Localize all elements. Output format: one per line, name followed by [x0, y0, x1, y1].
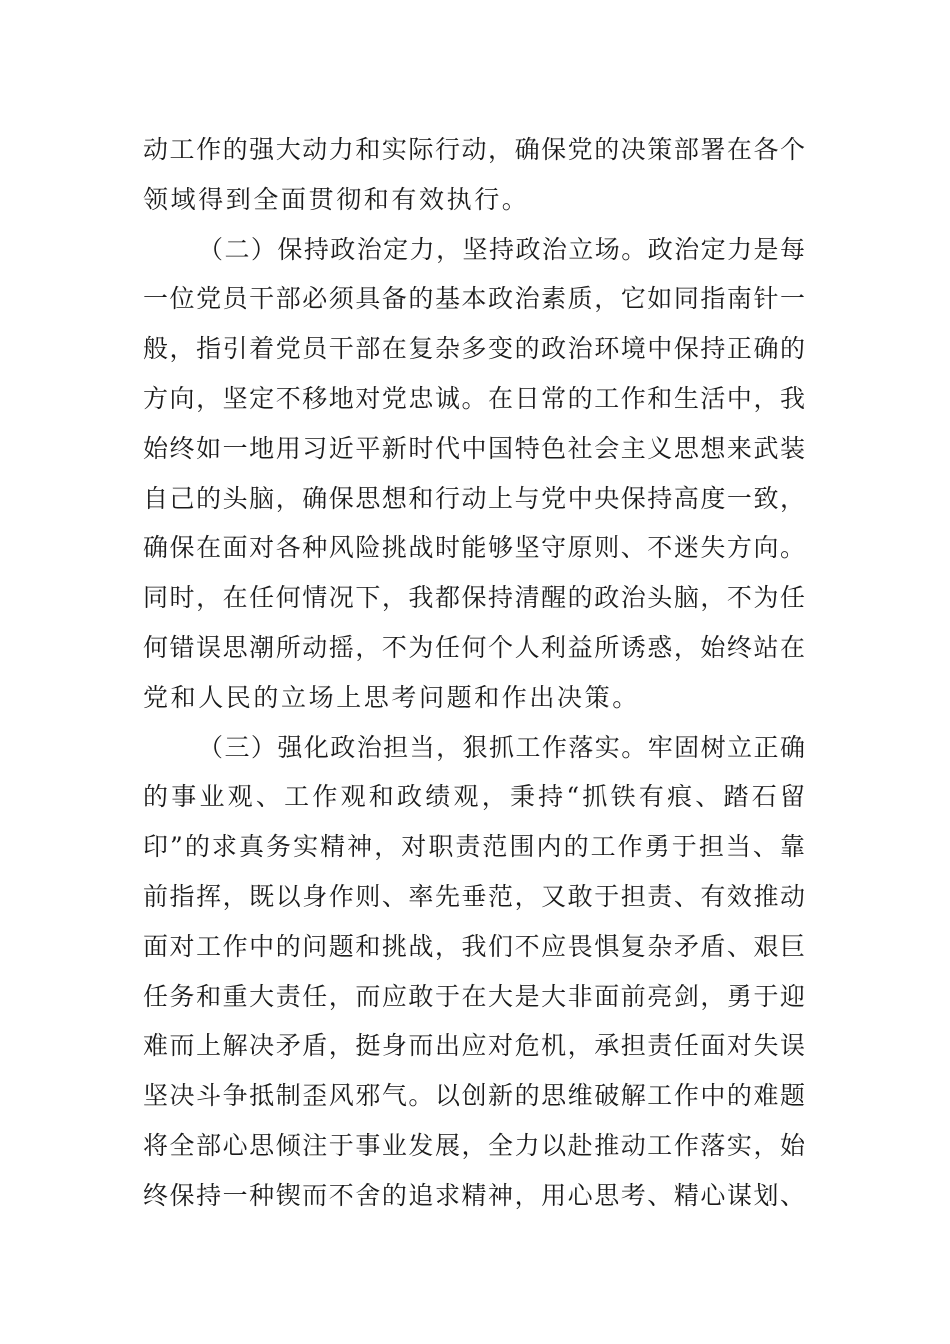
text-line: 领域得到全面贯彻和有效执行。: [143, 184, 530, 214]
paragraph-continuation: [143, 125, 805, 225]
paragraph-section-3: [143, 723, 805, 1221]
text-line: 方向，坚定不移地对党忠诚。在日常的工作和生活中，我: [143, 383, 805, 413]
text-line: 的事业观、工作观和政绩观，秉持“抓铁有痕、踏石留: [143, 782, 805, 812]
text-line: 将全部心思倾注于事业发展，全力以赴推动工作落实，始: [143, 1130, 805, 1160]
text-line: 一位党员干部必须具备的基本政治素质，它如同指南针一: [143, 284, 805, 314]
text-line: 党和人民的立场上思考问题和作出决策。: [143, 682, 640, 712]
text-line: 确保在面对各种风险挑战时能够坚守原则、不迷失方向。: [143, 533, 805, 563]
text-line: 始终如一地用习近平新时代中国特色社会主义思想来武装: [143, 433, 805, 463]
text-line: 前指挥，既以身作则、率先垂范，又敢于担责、有效推动: [143, 881, 805, 911]
document-page: [143, 125, 805, 1221]
text-line: 印”的求真务实精神，对职责范围内的工作勇于担当、靠: [143, 832, 805, 862]
text-line: 难而上解决矛盾，挺身而出应对危机，承担责任面对失误: [143, 1031, 805, 1061]
text-line: 般，指引着党员干部在复杂多变的政治环境中保持正确的: [143, 334, 805, 364]
text-line: 面对工作中的问题和挑战，我们不应畏惧复杂矛盾、艰巨: [143, 931, 805, 961]
text-line: 同时，在任何情况下，我都保持清醒的政治头脑，不为任: [143, 583, 805, 613]
text-line: 坚决斗争抵制歪风邪气。以创新的思维破解工作中的难题: [143, 1081, 805, 1111]
text-line: 自己的头脑，确保思想和行动上与党中央保持高度一致，: [143, 483, 805, 513]
text-line: 何错误思潮所动摇，不为任何个人利益所诱惑，始终站在: [143, 632, 805, 662]
paragraph-section-2: [143, 225, 805, 723]
text-line: 动工作的强大动力和实际行动，确保党的决策部署在各个: [143, 135, 805, 164]
text-line: 任务和重大责任，而应敢于在大是大非面前亮剑，勇于迎: [143, 981, 805, 1011]
section-heading-line: （二）保持政治定力，坚持政治立场。政治定力是每: [198, 234, 805, 264]
text-line: 终保持一种锲而不舍的追求精神，用心思考、精心谋划、: [143, 1180, 805, 1210]
section-heading-line: （三）强化政治担当，狠抓工作落实。牢固树立正确: [198, 732, 805, 762]
